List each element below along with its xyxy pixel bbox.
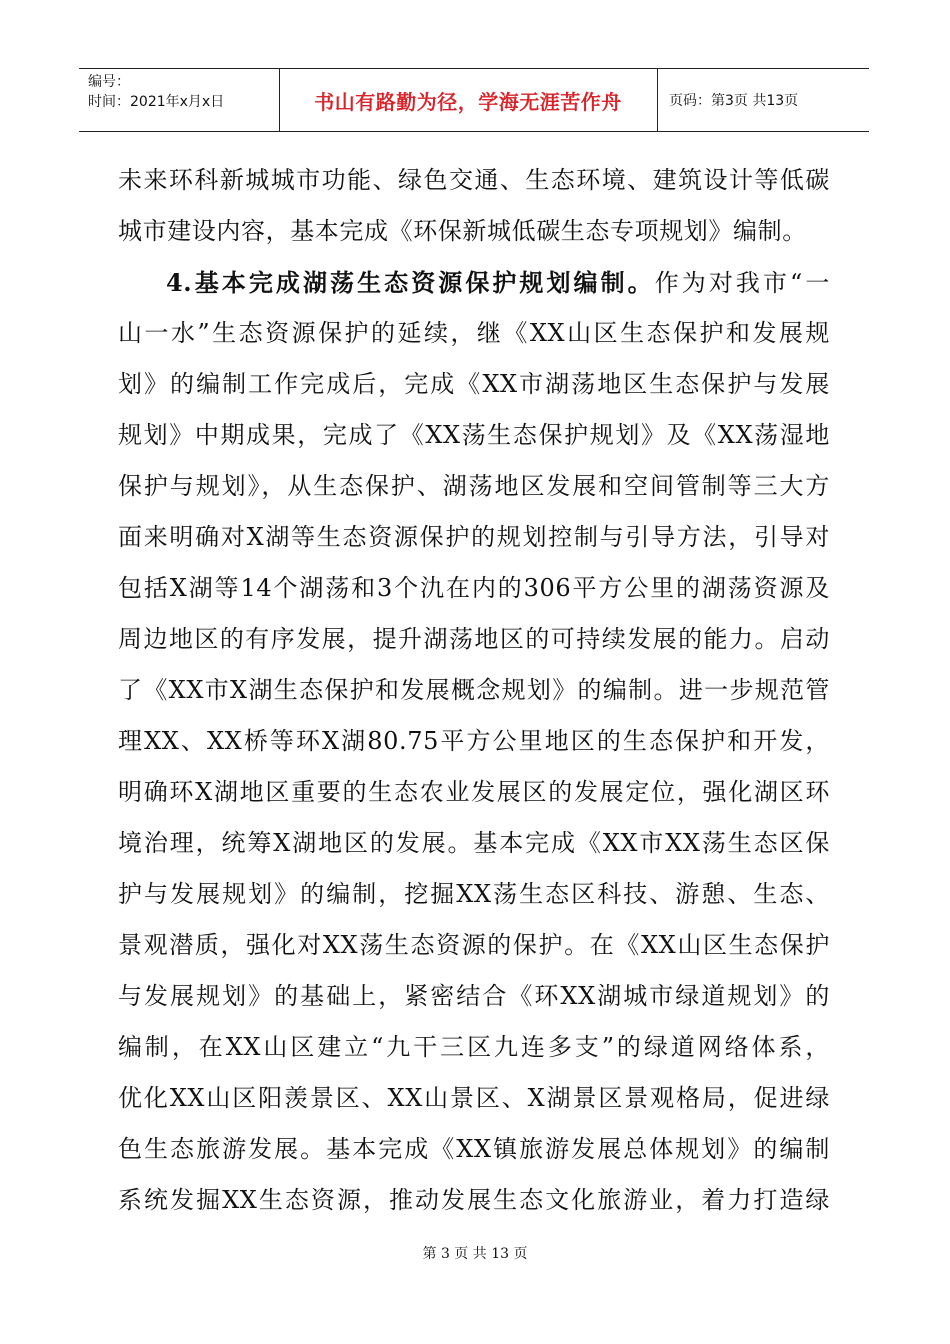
section-heading-continuation: 作为对我市“一 (654, 269, 830, 297)
body-line: 山一水”生态资源保护的延续，继《XX山区生态保护和发展规 (118, 319, 830, 347)
body-line: 规划》中期成果，完成了《XX荡生态保护规划》及《XX荡湿地 (118, 421, 830, 449)
body-line: 周边地区的有序发展，提升湖荡地区的可持续发展的能力。启动 (118, 625, 830, 653)
body-line: 景观潜质，强化对XX荡生态资源的保护。在《XX山区生态保护 (118, 931, 830, 959)
header-motto: 书山有路勤为径，学海无涯苦作舟 (314, 89, 622, 114)
header-divider (657, 69, 658, 131)
body-line: 护与发展规划》的编制，挖掘XX荡生态区科技、游憩、生态、 (118, 880, 830, 908)
body-line: 与发展规划》的基础上，紧密结合《环XX湖城市绿道规划》的 (118, 982, 830, 1010)
body-line: 明确环X湖地区重要的生态农业发展区的发展定位，强化湖区环 (118, 778, 830, 806)
page-footer: 第 3 页 共 13 页 (422, 1246, 528, 1262)
body-line: 城市建设内容，基本完成《环保新城低碳生态专项规划》编制。 (118, 217, 807, 245)
body-line: 未来环科新城城市功能、绿色交通、生态环境、建筑设计等低碳 (118, 166, 830, 194)
document-date-label: 时间：2021年x月x日 (88, 94, 225, 110)
body-line: 色生态旅游发展。基本完成《XX镇旅游发展总体规划》的编制 (118, 1135, 830, 1163)
body-line: 境治理，统筹X湖地区的发展。基本完成《XX市XX荡生态区保 (118, 829, 830, 857)
body-line: 理XX、XX桥等环X湖80.75平方公里地区的生态保护和开发， (118, 727, 830, 755)
body-line: 系统发掘XX生态资源，推动发展生态文化旅游业，着力打造绿 (118, 1186, 830, 1214)
body-line: 优化XX山区阳羡景区、XX山景区、X湖景区景观格局，促进绿 (118, 1084, 830, 1112)
body-line: 面来明确对X湖等生态资源保护的规划控制与引导方法，引导对 (118, 523, 830, 551)
document-body (118, 155, 830, 1226)
body-line: 编制，在XX山区建立“九干三区九连多支”的绿道网络体系， (118, 1033, 830, 1061)
header-page-info: 页码：第3页 共13页 (669, 93, 799, 109)
section-heading-line (118, 257, 830, 308)
header-meta (88, 72, 278, 112)
body-line: 划》的编制工作完成后，完成《XX市湖荡地区生态保护与发展 (118, 370, 830, 398)
page-header (79, 68, 869, 132)
body-line: 保护与规划》，从生态保护、湖荡地区发展和空间管制等三大方 (118, 472, 830, 500)
document-number-label: 编号： (88, 74, 130, 90)
section-heading: 4.基本完成湖荡生态资源保护规划编制。 (166, 268, 655, 297)
body-line: 包括X湖等14个湖荡和3个氿在内的306平方公里的湖荡资源及 (118, 574, 830, 602)
body-line: 了《XX市X湖生态保护和发展概念规划》的编制。进一步规范管 (118, 676, 830, 704)
